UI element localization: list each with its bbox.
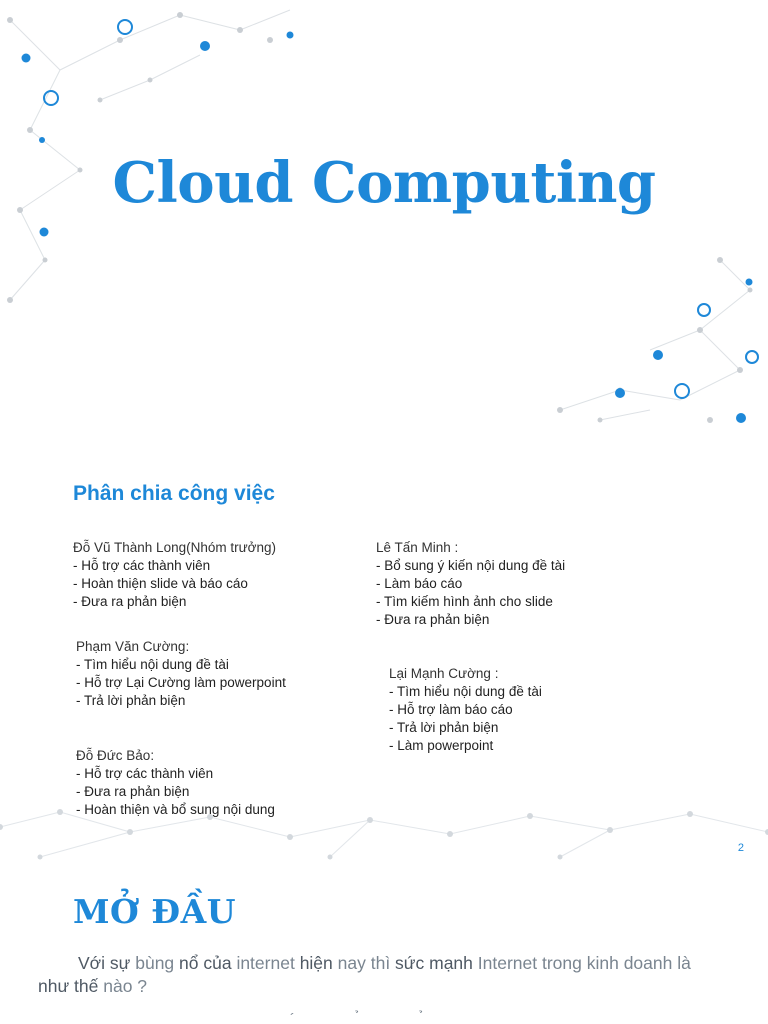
intro-text: nào ? — [98, 976, 148, 996]
member-task: - Đưa ra phản biện — [73, 594, 187, 609]
intro-text: bùng — [130, 953, 180, 973]
title-slide — [0, 0, 768, 432]
intro-paragraph — [38, 952, 718, 998]
member-task: - Bổ sung ý kiến nội dung đề tài — [376, 558, 566, 573]
member-name: Phạm Văn Cường: — [76, 639, 190, 654]
member-block — [76, 638, 286, 710]
section-heading: MỞ ĐẦU — [73, 892, 236, 931]
member-task: - Hỗ trợ các thành viên — [76, 766, 214, 781]
member-task: - Hỗ trợ các thành viên — [73, 558, 211, 573]
intro-text: Internet trong kinh doanh là — [472, 953, 691, 973]
network-decoration — [0, 0, 768, 432]
member-task: - Làm báo cáo — [376, 576, 463, 591]
member-block — [76, 747, 275, 819]
member-task: - Tìm hiểu nội dung đề tài — [76, 657, 229, 672]
member-task: - Hoàn thiện slide và báo cáo — [73, 576, 248, 591]
intro-text: nổ của — [179, 953, 232, 973]
member-block — [389, 665, 542, 755]
member-block — [376, 539, 565, 629]
member-task: - Tìm hiểu nội dung đề tài — [389, 684, 542, 699]
intro-text: internet — [231, 953, 300, 973]
member-name: Đỗ Đức Bảo: — [76, 748, 155, 763]
member-task: - Tìm kiếm hình ảnh cho slide — [376, 594, 553, 609]
member-name: Lại Mạnh Cường : — [389, 666, 499, 681]
member-name: Lê Tấn Minh : — [376, 540, 459, 555]
intro-text: sức mạnh — [395, 953, 473, 973]
member-task: - Hoàn thiện và bổ sung nội dung — [76, 802, 275, 817]
member-task: - Hỗ trợ làm báo cáo — [389, 702, 513, 717]
member-name: Đỗ Vũ Thành Long(Nhóm trưởng) — [73, 540, 276, 555]
cutoff-text: ´ ̉ ̉ — [290, 1010, 483, 1024]
intro-text: Với sự — [78, 953, 131, 973]
member-block — [73, 539, 276, 611]
member-task: - Trả lời phản biện — [389, 720, 499, 735]
slide-title: Cloud Computing — [112, 150, 656, 216]
member-task: - Làm powerpoint — [389, 738, 494, 753]
member-task: - Hỗ trợ Lại Cường làm powerpoint — [76, 675, 286, 690]
member-task: - Trả lời phản biện — [76, 693, 186, 708]
task-division-slide — [0, 432, 768, 864]
intro-text: hiện — [299, 953, 333, 973]
section-title: Phân chia công việc — [73, 482, 275, 505]
page-number: 2 — [737, 842, 744, 854]
introduction-slide — [0, 864, 768, 1024]
intro-text: như thế — [38, 976, 99, 996]
member-task: - Đưa ra phản biện — [376, 612, 490, 627]
intro-text: nay thì — [332, 953, 396, 973]
member-task: - Đưa ra phản biện — [76, 784, 190, 799]
